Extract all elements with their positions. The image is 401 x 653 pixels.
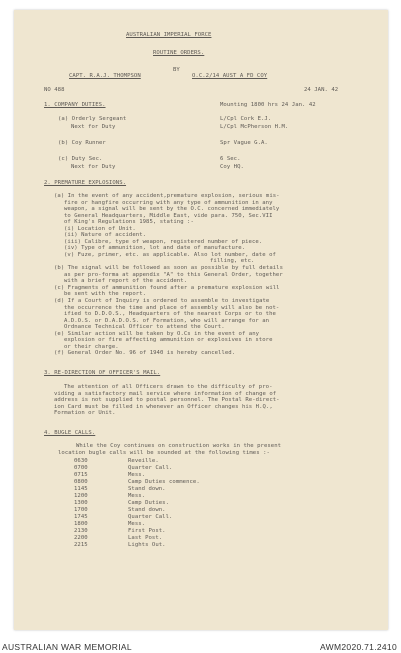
bugle-call-name: Quarter Call. bbox=[128, 465, 173, 471]
bugle-call-time: 1800 bbox=[74, 521, 88, 527]
bugle-call-name: Last Post. bbox=[128, 535, 163, 541]
bugle-call-time: 2130 bbox=[74, 528, 88, 534]
section-1-heading: 1. COMPANY DUTIES. bbox=[44, 102, 106, 108]
bugle-call-time: 1745 bbox=[74, 514, 88, 520]
s2-line: (ii) Nature of accident. bbox=[64, 232, 147, 238]
s3-line: The attention of all Officers drawn to the difficulty of pro- bbox=[64, 384, 273, 390]
order-date: 24 JAN. 42 bbox=[304, 87, 339, 93]
bugle-call-time: 2200 bbox=[74, 535, 88, 541]
bugle-call-name: Reveille. bbox=[128, 458, 159, 464]
s2-line: (e) Similar action will be taken by O.Cs in the event of any bbox=[54, 330, 260, 337]
bugle-call-name: Stand down. bbox=[128, 507, 166, 513]
next-sec-value: Coy HQ. bbox=[220, 164, 244, 170]
next-duty-label: Next for Duty bbox=[71, 124, 116, 130]
s2-line: (b) The signal will be followed as soon as possible by full details bbox=[54, 265, 283, 271]
bugle-call-time: 1700 bbox=[74, 507, 88, 513]
bugle-call-name: First Post. bbox=[128, 528, 166, 534]
document-page bbox=[14, 10, 388, 630]
s2-line: filling, etc. bbox=[210, 258, 255, 264]
s2-line: (iii) Calibre, type of weapon, registered number of piece. bbox=[64, 238, 263, 245]
section-2-heading: 2. PREMATURE EXPLOSIONS. bbox=[44, 180, 127, 186]
s2-line: (d) If a Court of Inquiry is ordered to assemble to investigate bbox=[54, 298, 270, 304]
s2-line: ified to D.D.O.S., Headquarters of the nearest Corps or to the bbox=[64, 311, 276, 317]
s2-line: Ordnance Technical Officer to attend the Court. bbox=[64, 324, 225, 330]
duty-sec-value: 6 Sec. bbox=[220, 156, 241, 162]
bugle-call-time: 0700 bbox=[74, 465, 88, 471]
bugle-call-name: Quarter Call. bbox=[128, 514, 173, 520]
bugle-call-time: 1300 bbox=[74, 500, 88, 506]
bugle-call-name: Mess. bbox=[128, 472, 146, 478]
s2-line: (f) General Order No. 96 of 1940 is hereby cancelled. bbox=[54, 350, 236, 356]
bugle-call-time: 0630 bbox=[74, 458, 88, 464]
bugle-call-time: 1200 bbox=[74, 493, 88, 499]
coy-runner-label: (b) Coy Runner bbox=[58, 140, 106, 146]
section-4-heading: 4. BUGLE CALLS. bbox=[44, 430, 96, 436]
next-duty-value: L/Cpl McPherson H.M. bbox=[220, 124, 289, 130]
next-sec-label: Next for Duty bbox=[71, 164, 116, 170]
officer-name: CAPT. R.A.J. THOMPSON bbox=[69, 73, 141, 79]
s2-line: of King's Regulations 1985, stating :- bbox=[64, 219, 194, 225]
bugle-intro-line: location bugle calls will be sounded at the following times :- bbox=[58, 450, 270, 456]
s2-line: weapon, a signal will be sent by the O.C. concerned immediately bbox=[64, 206, 280, 212]
orderly-sergeant-value: L/Cpl Cork E.J. bbox=[220, 116, 272, 122]
s2-line: or their charge. bbox=[64, 343, 119, 350]
bugle-call-time: 0800 bbox=[74, 479, 88, 485]
s2-line: explosion or fire affecting ammunition or explosives in store bbox=[64, 337, 273, 343]
s3-line: viding a satisfactory mail service where information of change of bbox=[54, 390, 277, 397]
document-title: AUSTRALIAN IMPERIAL FORCE bbox=[126, 32, 212, 38]
s3-line: Formation or Unit. bbox=[54, 410, 116, 416]
bugle-call-time: 1145 bbox=[74, 486, 88, 492]
coy-runner-value: Spr Vague G.A. bbox=[220, 140, 268, 146]
unit-name: O.C.2/14 AUST A FD COY bbox=[192, 73, 268, 79]
footer-accession-number: AWM2020.71.2410 bbox=[320, 642, 397, 652]
footer-bar bbox=[0, 638, 401, 653]
orderly-sergeant-label: (a) Orderly Sergeant bbox=[58, 116, 127, 122]
bugle-call-name: Camp Duties. bbox=[128, 500, 170, 506]
bugle-call-name: Mess. bbox=[128, 521, 146, 527]
s2-line: as per pro-forma at appendix "A" to this General Order, together bbox=[64, 271, 283, 278]
by-label: BY bbox=[173, 67, 180, 73]
s2-line: to General Headquarters, Middle East, vide para. 750, Sec.VII bbox=[64, 212, 273, 219]
bugle-call-name: Lights Out. bbox=[128, 542, 166, 548]
bugle-intro-line: While the Coy continues on construction works in the present bbox=[76, 443, 282, 449]
s2-line: with a brief report of the accident. bbox=[64, 278, 188, 284]
mounting-time: Mounting 1800 hrs 24 Jan. 42 bbox=[220, 102, 316, 108]
s3-line: ion Card must be filled in whenever an Officer changes his H.Q., bbox=[54, 403, 273, 410]
s2-line: (a) In the event of any accident,premature explosion, serious mis- bbox=[54, 193, 280, 199]
s2-line: fire or hangfire occurring with any type of ammunition in any bbox=[64, 199, 273, 206]
s2-line: (c) Fragments of ammunition found after a premature explosion will bbox=[54, 284, 280, 291]
s2-line: A.D.O.S. or D.A.D.O.S. of Formation, who will arrange for an bbox=[64, 317, 270, 324]
s3-line: address is not supplied to postal personnel. The Postal Re-direct- bbox=[54, 397, 280, 403]
s2-line: (v) Fuze, primer, etc. as applicable. Also lot number, date of bbox=[64, 251, 276, 258]
s2-line: (i) Location of Unit. bbox=[64, 225, 136, 232]
document-subtitle: ROUTINE ORDERS. bbox=[153, 50, 205, 56]
bugle-call-name: Camp Duties commence. bbox=[128, 479, 200, 485]
s2-line: be sent with the report. bbox=[64, 291, 147, 297]
s2-line: the occurrence the time and place of assembly will also be not- bbox=[64, 304, 280, 311]
bugle-call-time: 2215 bbox=[74, 542, 88, 548]
duty-sec-label: (c) Duty Sec. bbox=[58, 156, 103, 162]
bugle-call-name: Mess. bbox=[128, 493, 146, 499]
bugle-call-name: Stand down. bbox=[128, 486, 166, 492]
footer-source: AUSTRALIAN WAR MEMORIAL bbox=[2, 642, 132, 652]
section-3-heading: 3. RE-DIRECTION OF OFFICER'S MAIL. bbox=[44, 370, 161, 376]
bugle-call-time: 0715 bbox=[74, 472, 88, 478]
order-number: NO 488 bbox=[44, 87, 65, 93]
s2-line: (iv) Type of ammunition, lot and date of manufacture. bbox=[64, 245, 246, 251]
